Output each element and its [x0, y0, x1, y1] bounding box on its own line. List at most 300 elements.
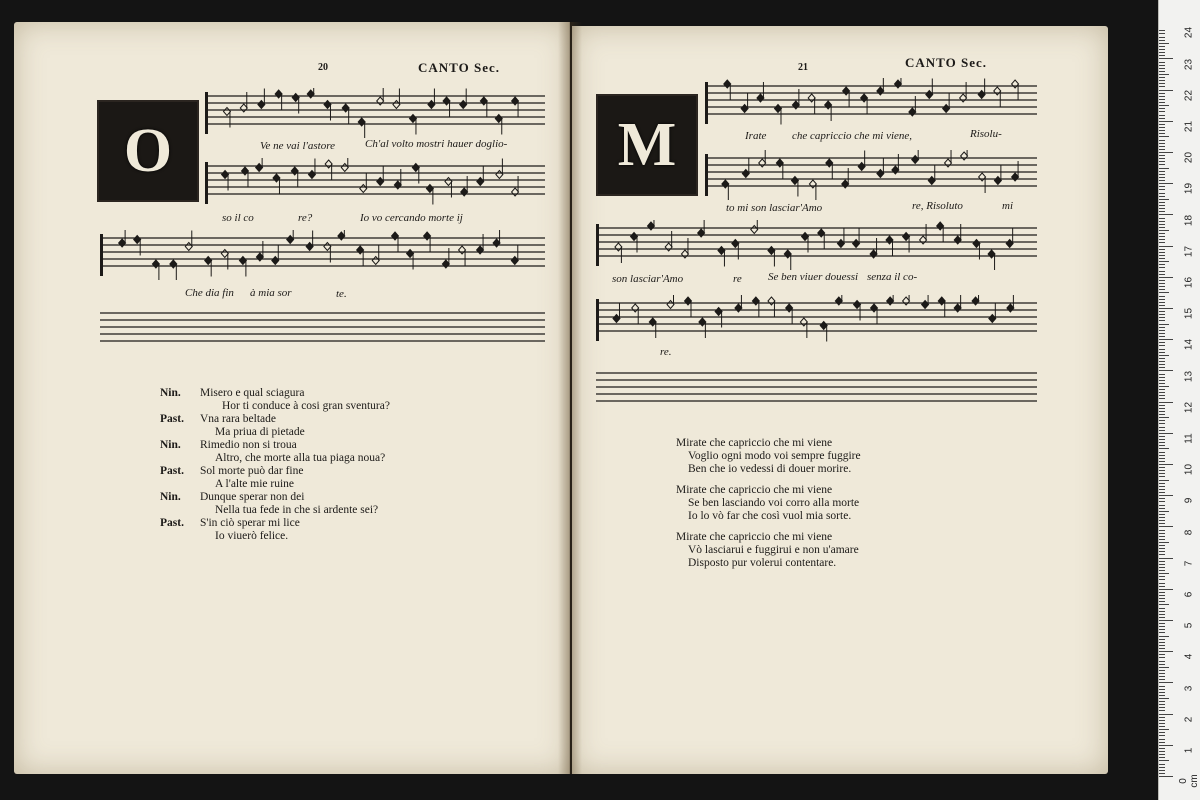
music-note — [493, 239, 500, 247]
music-note — [407, 250, 414, 258]
ruler-tick — [1159, 283, 1165, 284]
ruler-tick — [1159, 330, 1165, 331]
ruler-tick — [1159, 108, 1165, 109]
ruler-tick — [1159, 102, 1165, 103]
ruler-tick — [1159, 383, 1165, 384]
music-note — [273, 174, 280, 182]
ruler-tick — [1159, 520, 1165, 521]
speaker-label: Nin. — [160, 439, 181, 451]
ruler-tick — [1159, 723, 1165, 724]
ruler-tick — [1159, 492, 1165, 493]
ruler-tick — [1159, 349, 1165, 350]
ruler-tick — [1159, 686, 1165, 687]
lyric: senza il co- — [867, 271, 918, 283]
ruler-tick — [1159, 267, 1165, 268]
verse-line: S'in ciò sperar mi lice — [200, 517, 300, 529]
ruler-tick — [1159, 760, 1169, 761]
music-note — [409, 115, 416, 123]
ruler-mark: 19 — [1183, 183, 1195, 195]
verse-line: Vò lasciarui e fuggirui e non u'amare — [688, 544, 859, 556]
music-note — [613, 315, 620, 323]
lyric: re. — [660, 346, 672, 358]
ruler-tick — [1159, 342, 1165, 343]
music-note — [954, 236, 961, 244]
music-note — [809, 180, 816, 188]
music-note — [512, 188, 519, 196]
ruler-tick — [1159, 589, 1173, 590]
ruler-tick — [1159, 754, 1165, 755]
ruler-tick — [1159, 30, 1165, 31]
ruler-mark: 14 — [1183, 339, 1195, 351]
ruler-tick — [1159, 111, 1165, 112]
ruler-tick — [1159, 486, 1165, 487]
music-note — [926, 91, 933, 99]
verse-line: Rimedio non si troua — [200, 439, 297, 451]
ruler-tick — [1159, 726, 1165, 727]
ruler-tick — [1159, 604, 1169, 605]
music-note — [1012, 80, 1019, 88]
music-note — [994, 87, 1001, 95]
music-note — [715, 308, 722, 316]
ruler-mark: 2 — [1183, 716, 1195, 723]
ruler-tick — [1159, 124, 1165, 125]
speaker-label: Nin. — [160, 491, 181, 503]
ruler-tick — [1159, 595, 1165, 596]
ruler-tick — [1159, 345, 1165, 346]
ruler-tick — [1159, 296, 1165, 297]
ruler-tick — [1159, 189, 1165, 190]
ruler-tick — [1159, 205, 1165, 206]
ruler-tick — [1159, 526, 1173, 527]
ruler-tick — [1159, 65, 1165, 66]
music-note — [256, 164, 263, 172]
ruler-tick — [1159, 464, 1173, 465]
music-note — [426, 185, 433, 193]
ruler-tick — [1159, 377, 1165, 378]
music-note — [222, 171, 229, 179]
ruler-tick — [1159, 58, 1173, 59]
ruler-tick — [1159, 483, 1165, 484]
music-note — [459, 246, 466, 254]
ruler-tick — [1159, 732, 1165, 733]
ruler-tick — [1159, 704, 1165, 705]
ruler-tick — [1159, 317, 1165, 318]
verse-line: Voglio ogni modo voi sempre fuggire — [688, 450, 861, 462]
ruler-tick — [1159, 361, 1165, 362]
ruler-tick — [1159, 739, 1165, 740]
ruler-tick — [1159, 355, 1169, 356]
music-note — [632, 304, 639, 312]
music-note — [360, 185, 367, 193]
speaker-label: Nin. — [160, 387, 181, 399]
ruler-tick — [1159, 508, 1165, 509]
music-note — [275, 90, 282, 98]
music-note — [912, 156, 919, 164]
ruler-tick — [1159, 327, 1165, 328]
ruler-mark: 9 — [1183, 498, 1195, 504]
music-note — [511, 257, 518, 265]
music-note — [221, 250, 228, 258]
ruler-tick — [1159, 367, 1165, 368]
ruler-mark: 3 — [1183, 685, 1195, 691]
verse-line: Mirate che capriccio che mi viene — [676, 437, 833, 449]
music-note — [240, 104, 247, 112]
ruler-mark: 5 — [1183, 622, 1195, 629]
ruler-tick — [1159, 570, 1165, 571]
ruler-tick — [1159, 370, 1173, 371]
music-note — [445, 178, 452, 186]
music-note — [877, 170, 884, 178]
ruler-tick — [1159, 93, 1165, 94]
ruler-tick — [1159, 155, 1165, 156]
music-note — [722, 180, 729, 188]
music-note — [892, 166, 899, 174]
ruler-tick — [1159, 436, 1165, 437]
ruler-tick — [1159, 608, 1165, 609]
ruler-tick — [1159, 567, 1165, 568]
ruler-tick — [1159, 745, 1173, 746]
music-note — [287, 236, 294, 244]
music-note — [615, 243, 622, 251]
ruler-tick — [1159, 77, 1165, 78]
music-note — [886, 236, 893, 244]
music-note — [937, 222, 944, 230]
music-note — [480, 97, 487, 105]
music-note — [752, 297, 759, 305]
lyric: Ve ne vai l'astore — [260, 140, 335, 152]
ruler-tick — [1159, 517, 1165, 518]
ruler-tick — [1159, 773, 1165, 774]
ruler-tick — [1159, 380, 1165, 381]
ruler-tick — [1159, 770, 1165, 771]
right-staff-5 — [596, 365, 1037, 415]
ruler-tick — [1159, 692, 1165, 693]
verse-line: Io lo vò far che così vuol mia sorte. — [688, 510, 852, 522]
music-note — [324, 101, 331, 109]
ruler-tick — [1159, 707, 1165, 708]
ruler-mark: 6 — [1183, 591, 1195, 598]
lyric: à mia sor — [250, 287, 292, 299]
ruler-tick — [1159, 130, 1165, 131]
music-note — [786, 304, 793, 312]
music-note — [442, 260, 449, 268]
ruler-tick — [1159, 55, 1165, 56]
music-note — [512, 97, 519, 105]
music-note — [808, 94, 815, 102]
ruler-tick — [1159, 617, 1165, 618]
music-note — [961, 152, 968, 160]
ruler-tick — [1159, 389, 1165, 390]
music-note — [741, 105, 748, 113]
verse-line: Se ben lasciando voi corro alla morte — [688, 497, 860, 509]
music-note — [377, 97, 384, 105]
music-note — [979, 173, 986, 181]
lyric: te. — [336, 288, 347, 300]
ruler-tick — [1159, 698, 1169, 699]
ruler-tick — [1159, 583, 1165, 584]
ruler-tick — [1159, 748, 1165, 749]
music-note — [684, 297, 691, 305]
ruler-tick — [1159, 115, 1165, 116]
ruler-tick — [1159, 455, 1165, 456]
music-note — [272, 257, 279, 265]
ruler-tick — [1159, 239, 1165, 240]
ruler-tick — [1159, 742, 1165, 743]
ruler-tick — [1159, 408, 1165, 409]
lyric: so il co — [222, 212, 254, 224]
ruler-tick — [1159, 433, 1173, 434]
music-note — [308, 171, 315, 179]
ruler-tick — [1159, 417, 1169, 418]
ruler-tick — [1159, 442, 1165, 443]
left-staff-1 — [205, 88, 545, 138]
music-note — [825, 101, 832, 109]
ruler-mark: 20 — [1183, 152, 1195, 164]
music-note — [647, 222, 654, 230]
music-note — [699, 318, 706, 326]
decorated-initial-o — [97, 100, 199, 202]
music-note — [338, 232, 345, 240]
music-note — [428, 101, 435, 109]
music-note — [698, 229, 705, 237]
ruler-mark: 24 — [1183, 27, 1195, 39]
music-note — [341, 164, 348, 172]
ruler-tick — [1159, 626, 1165, 627]
ruler-tick — [1159, 548, 1165, 549]
ruler-tick — [1159, 629, 1165, 630]
ruler-tick — [1159, 305, 1165, 306]
music-note — [357, 246, 364, 254]
music-note — [768, 297, 775, 305]
ruler-tick — [1159, 193, 1165, 194]
ruler-tick — [1159, 461, 1165, 462]
verse-line: Vna rara beltade — [200, 413, 276, 425]
ruler-tick — [1159, 199, 1169, 200]
ruler-tick — [1159, 586, 1165, 587]
ruler-tick — [1159, 657, 1165, 658]
ruler-tick — [1159, 149, 1165, 150]
ruler-tick — [1159, 218, 1165, 219]
music-note — [460, 101, 467, 109]
music-note — [239, 257, 246, 265]
ruler-tick — [1159, 86, 1165, 87]
ruler-tick — [1159, 68, 1165, 69]
verse-line: A l'alte mie ruine — [215, 478, 295, 490]
ruler-tick — [1159, 523, 1165, 524]
lyric: Risolu- — [970, 128, 1002, 140]
music-note — [392, 232, 399, 240]
music-note — [751, 226, 758, 234]
music-note — [241, 167, 248, 175]
ruler-tick — [1159, 280, 1165, 281]
ruler-tick — [1159, 233, 1165, 234]
music-note — [495, 115, 502, 123]
music-note — [649, 318, 656, 326]
music-note — [324, 243, 331, 251]
music-note — [372, 257, 379, 265]
ruler-tick — [1159, 710, 1165, 711]
ruler-tick — [1159, 320, 1165, 321]
ruler-tick — [1159, 623, 1165, 624]
measurement-ruler — [1158, 0, 1200, 800]
music-note — [307, 90, 314, 98]
ruler-tick — [1159, 579, 1165, 580]
music-note — [826, 159, 833, 167]
music-note — [496, 171, 503, 179]
music-note — [732, 240, 739, 248]
music-note — [759, 159, 766, 167]
ruler-tick — [1159, 554, 1165, 555]
ruler-tick — [1159, 43, 1169, 44]
ruler-tick — [1159, 729, 1169, 730]
left-staff-4 — [100, 305, 545, 355]
ruler-tick — [1159, 489, 1165, 490]
ruler-tick — [1159, 411, 1165, 412]
music-note — [928, 177, 935, 185]
ruler-tick — [1159, 352, 1165, 353]
verse-line: Sol morte può dar fine — [200, 465, 304, 477]
ruler-tick — [1159, 274, 1165, 275]
ruler-tick — [1159, 339, 1173, 340]
ruler-tick — [1159, 374, 1165, 375]
ruler-tick — [1159, 164, 1165, 165]
ruler-tick — [1159, 227, 1165, 228]
initial-letter: M — [617, 110, 677, 179]
ruler-tick — [1159, 249, 1165, 250]
music-note — [119, 239, 126, 247]
music-note — [768, 247, 775, 255]
right-staff-4 — [596, 295, 1037, 345]
ruler-tick — [1159, 476, 1165, 477]
ruler-tick — [1159, 467, 1165, 468]
ruler-tick — [1159, 289, 1165, 290]
ruler-mark: 18 — [1183, 214, 1195, 226]
ruler-tick — [1159, 196, 1165, 197]
ruler-tick — [1159, 701, 1165, 702]
music-note — [325, 160, 332, 168]
lyric: Se ben viuer douessi — [768, 271, 859, 283]
ruler-mark: 10 — [1183, 464, 1195, 476]
ruler-tick — [1159, 530, 1165, 531]
ruler-tick — [1159, 720, 1165, 721]
music-note — [443, 97, 450, 105]
music-note — [960, 94, 967, 102]
ruler-tick — [1159, 127, 1165, 128]
ruler-tick — [1159, 648, 1165, 649]
ruler-tick — [1159, 776, 1173, 777]
ruler-tick — [1159, 448, 1169, 449]
ruler-tick — [1159, 74, 1169, 75]
ruler-tick — [1159, 358, 1165, 359]
music-note — [1012, 173, 1019, 181]
ruler-tick — [1159, 146, 1165, 147]
speaker-label: Past. — [160, 413, 184, 425]
ruler-tick — [1159, 714, 1173, 715]
ruler-tick — [1159, 71, 1165, 72]
music-note — [477, 246, 484, 254]
ruler-tick — [1159, 764, 1165, 765]
lyric: Io vo cercando morte ij — [360, 212, 463, 224]
lyric: son lasciar'Amo — [612, 273, 684, 285]
music-note — [802, 233, 809, 241]
ruler-tick — [1159, 246, 1173, 247]
music-note — [1006, 240, 1013, 248]
right-page-number: 21 — [798, 62, 808, 73]
ruler-tick — [1159, 230, 1169, 231]
ruler-tick — [1159, 614, 1165, 615]
music-note — [776, 159, 783, 167]
ruler-tick — [1159, 333, 1165, 334]
ruler-tick — [1159, 83, 1165, 84]
music-note — [870, 250, 877, 258]
music-note — [394, 181, 401, 189]
music-note — [871, 304, 878, 312]
verse-line: Disposto pur volerui contentare. — [688, 557, 837, 569]
verse-line: Ma priua di pietade — [215, 426, 305, 438]
ruler-tick — [1159, 561, 1165, 562]
music-note — [920, 236, 927, 244]
ruler-tick — [1159, 439, 1165, 440]
music-note — [858, 163, 865, 171]
ruler-tick — [1159, 152, 1173, 153]
ruler-mark: 11 — [1183, 433, 1195, 444]
ruler-tick — [1159, 158, 1165, 159]
ruler-tick — [1159, 286, 1165, 287]
ruler-tick — [1159, 654, 1165, 655]
verse-line: Ben che io vedessi di douer morire. — [688, 463, 852, 475]
ruler-tick — [1159, 277, 1173, 278]
ruler-mark: 13 — [1183, 370, 1195, 382]
ruler-tick — [1159, 717, 1165, 718]
music-note — [724, 80, 731, 88]
ruler-tick — [1159, 673, 1165, 674]
ruler-tick — [1159, 121, 1173, 122]
ruler-tick — [1159, 174, 1165, 175]
music-note — [835, 297, 842, 305]
music-note — [306, 243, 313, 251]
ruler-mark: 15 — [1183, 308, 1195, 320]
music-note — [861, 94, 868, 102]
music-note — [972, 297, 979, 305]
ruler-tick — [1159, 314, 1165, 315]
music-note — [922, 301, 929, 309]
ruler-tick — [1159, 682, 1173, 683]
music-note — [784, 250, 791, 258]
left-staff-3 — [100, 230, 545, 280]
ruler-tick — [1159, 398, 1165, 399]
ruler-mark: 4 — [1183, 654, 1195, 660]
music-note — [291, 167, 298, 175]
ruler-tick — [1159, 430, 1165, 431]
ruler-mark: 21 — [1183, 120, 1195, 133]
ruler-tick — [1159, 324, 1169, 325]
music-note — [903, 297, 910, 305]
ruler-tick — [1159, 177, 1165, 178]
ruler-tick — [1159, 495, 1173, 496]
music-note — [412, 164, 419, 172]
ruler-tick — [1159, 539, 1165, 540]
verse-line: Nella tua fede in che si ardente sei? — [215, 504, 379, 516]
ruler-tick — [1159, 505, 1165, 506]
ruler-tick — [1159, 498, 1165, 499]
right-staff-3 — [596, 220, 1037, 270]
ruler-tick — [1159, 49, 1165, 50]
ruler-tick — [1159, 414, 1165, 415]
music-note — [134, 236, 141, 244]
verse-line: Mirate che capriccio che mi viene — [676, 484, 833, 496]
ruler-tick — [1159, 511, 1169, 512]
ruler-tick — [1159, 514, 1165, 515]
